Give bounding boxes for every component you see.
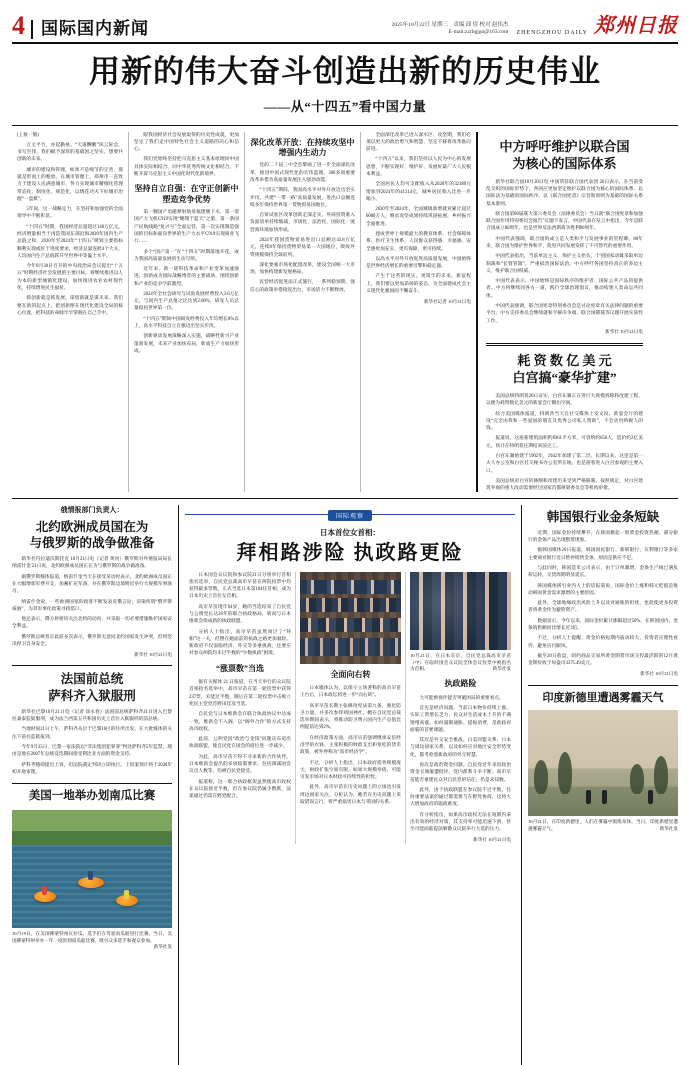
article-credit: 新华社 10月21日电 [605,328,643,334]
article-credit: 新华社记者 10月21日电 [423,299,471,305]
paragraph: 与此同时，韩国造币公司表示，由于订单激增，金条生产线已满负荷运转，交货周期明显延长。 [528,566,678,579]
masthead-meta [149,22,516,39]
paragraph: 中国代表强调，联合国宪章特别委员会是讨论宪章有关法律问题的重要平台。中方支持委员会继续就和平解决争端、联合国制裁等议题开展实质性工作。 [486,303,643,324]
paragraph: “十四五”时期，我国经济总量超过140万亿元，经济增量相当于再造我国东部沿海2020年国内生产总值之和，2020年至2024年“十四五”规划主要指标顺利实现或好于进度要求，经济总量连跨4个大关，人均国内生产总值跃升至世界中等偏上水平。 [17,224,123,259]
lead-headline-block [12,44,678,119]
paragraph: 此外，由于执政联盟在参议院不过半数，任何重要法案的通过都需要与在野党协商，这将大大增加政府的施政难度。 [410,787,512,808]
paragraph: 不过，分析人士提醒，黄金价格短期内波动较大，投资者应理性看待，避免盲目跟风。 [528,636,678,649]
japan-article-columns [185,572,515,844]
paragraph: 大可能被视作能否突破困局的重要看点。 [419,695,504,701]
editor-line: 责编 邱 煜 校对 赵伟杰 [453,21,509,28]
paragraph: 自贸试验区改革创新走深走实，外商投资准入负面清单持续缩减，市场化、法治化、国际化一流营商环境加快形成。 [250,213,355,233]
paragraph: 党的二十届三中全会擘画了进一步全面深化改革、推进中国式现代化的宏伟蓝图，300多项重要改革举措为高质量发展注入强劲动能。 [250,163,355,183]
paper-name-en: ZHENGZHOU DAILY [516,30,588,36]
photo-story-title-pumpkin: 美国一地举办划南瓜比赛 [28,790,156,803]
title-line1: 北约欧洲成员国在为 [35,519,149,534]
paragraph: 报道称，这一联合执政框架虽然使高市政权在众议院接近半数，但在参议院仍属少数派，法案通过仍需在野党配合。 [189,779,291,800]
paragraph: 产生于这些的现实，更筑牢的未来。新征程上，我们要以更加昂扬的姿态，为全面建成社会主义现代化强国而不懈奋斗。 [366,274,471,294]
caption-text: 10月21日，在日本东京，自民党总裁高市早苗（中）在临时国会众议院全体会议投票中被指名为首相。 [410,652,512,672]
lower-section [12,505,678,1065]
photo-figure [124,890,129,899]
photo-pumpkin-boat-race [12,810,172,928]
paragraph: 数据显示，今年以来，国际金价累计涨幅超过50%。在韩国国内，金条销售额同比增长近3倍。 [528,618,678,631]
paragraph: 2024年全社会研究与试验发展经费投入3.6万亿元，与国内生产总值之比达到2.68%，研发人员总量稳居世界第一位。 [134,291,239,312]
lead-column-3 [244,132,360,492]
photo-japan-parliament-2 [410,572,511,650]
paragraph: 联合国第80届联大第六委员会（法律委员会）当日就“联合国宪章和加强联合国作用特别委员会报告”议题下发言。中国代表在发言中指出，今年是联合国成立80周年，也是世界反法西斯战争胜利80周年。 [486,211,643,232]
paragraph: 万丈平台，亦起勤垒。“天道酬勤”风云际会，书写至伟，我们赋予深厚的基础国之坚实，想要共创新的未来。 [17,142,123,163]
paragraph: 中国代表表示，中国始终是国际秩序的维护者、国际公共产品的提供者。中方将继续同各方一道，践行全球治理倡议，推动构建人类命运共同体。 [486,279,643,299]
paragraph: 第一艘国产电磁弹射航母福建舰下水，第一架国产大飞机C919实现“翱翔于蓝天”之旅，第一条国产民航线路“复兴号”全面运营，第一次实现制造强国的目标和面向世界的生产力水平C919实现商业飞行…… [134,210,239,245]
paragraph: 深化要素市场化配置改革，建设全国统一大市场，加快构建新发展格局。 [250,262,355,276]
paragraph: 2024年我国货物贸易进出口总额达43.8万亿元，连续8年保持货物贸易第一大国地位，吸收外资规模保持全球前列。 [250,237,355,258]
divider [12,125,678,126]
paragraph: 以高水平对外开放促进高质量发展，中国始终是世界经济增长的重要引擎和稳定器。 [366,256,471,270]
photo-person [648,790,653,804]
paragraph: 其次是外交安全挑战。日美同盟关系、日本与周边国家关系、以及如何应对地区安全形势变化，都考验着新政府的外交智慧。 [410,738,512,758]
paragraph: 5年间，这一战略定力，在坚持和加强党的全面领导中不断彰显。 [17,207,123,220]
paragraph: 中国代表指出，当前单边主义、保护主义抬头，个别国家动辄采取单边制裁和“长臂管辖”，严重损害国际法治。中方呼吁各国坚持真正的多边主义，维护联合国权威。 [486,254,643,274]
lower-middle-column [178,505,522,1065]
lead-subheadline: ——从“十四五”看中国力量 [263,98,427,114]
photo-delhi-smog [528,710,678,816]
mid-col-1 [185,572,295,844]
subheading: 全面向右转 [330,669,371,679]
photo-credit: 新华社发 [492,666,512,672]
photo-person [586,790,591,804]
article-credit: 新华社 10月21日电 [640,671,678,677]
paragraph: 据俄罗斯媒体报道，纳雷什金当天在接受采访时表示，北约欧洲成员国正在大幅增加军费开支，加紧扩充军备，并在俄罗斯边境附近举行大规模军事演习。 [12,574,172,595]
paragraph: 此外，全球地缘政治风险上升以及对通胀的担忧，也促使更多投资者将黄金作为避险资产。 [528,601,678,614]
article-title-line2: 白宫搞“豪华扩建” [512,370,617,386]
paragraph: 有分析指出，如果高市政权无法在短期内拿出有效的经济对策，其支持率可能迅速下滑，甚至可能面临提前解散众议院举行大选的压力。 [410,812,512,833]
photo-seat-row [300,638,401,656]
paragraph: 眼我国经济社会发展取得的历史性成就，更加坚定了我们走中国特色社会主义道路的决心和信心。 [134,132,239,153]
photo-seat-row [300,598,401,612]
paragraph: 日本媒体认为，以保守立场著称的高市早苗上台后，日本政坛将进一步“向右转”。 [299,686,401,699]
paragraph: 自民党与日本维新会在联合执政协议中达成一致，维新会不入阁，以“阁外合作”的方式支持高市政权。 [189,712,291,732]
paragraph: 城市的建设和管理，如果不是细节的完善，那就是形而上的粗放。在城市管理上，郑州市一直致力于建设人民满意城市，努力实现城市精细化管理常态化、制度化、规范化，以绣花功夫下好城市治理“一盘棋”。 [17,167,123,202]
caption-text: 10月21日，在印度新德里，人们在雾霾中锻炼身体。当日，印度新德里遭遇雾霾天气。 [528,819,678,832]
paragraph: 综合美国媒体报道，特朗普当天在社交媒体上发文说，新宴会厅的建设“完全由我和一些爱国的朋友及优秀公司私人资助”，不会动用纳税人的钱。 [486,411,643,432]
article-title-nato [12,519,172,552]
lead-column-2 [128,132,244,492]
photo-caption [12,930,172,950]
section-title: 国际国内新闻 [31,20,149,39]
article-kicker: 日本首位女首相： [320,527,380,537]
divider [528,685,678,686]
paragraph: 他还表示，俄方将密切关注北约的动向，并采取一切必要措施维护国家安全利益。 [12,617,172,630]
article-title-line1: 中方呼吁维护以联合国 [499,138,630,154]
article-title-sarkozy [12,671,172,704]
paragraph: 美国总统府白宫的修缮和改建历来受到严格限制。按照规定，对白宫建筑外观的重大改动需要经过国家首都规划委员会等机构审批。 [486,478,643,492]
page-title: 用新的伟大奋斗创造出新的历史伟业 [89,54,601,89]
photo-japan-parliament [300,572,401,664]
paragraph: 俄罗斯总统普京此前多次表示，俄罗斯无意同北约国家发生冲突，但将坚决捍卫自身安全。 [12,634,172,647]
photo-tree [654,756,668,794]
photo-figure [42,886,47,895]
paragraph: 新华社符拉迪沃斯托克 10月21日电（记者 黄河）俄罗斯对外情报局局长纳雷什金 21日说，北约欧洲成员国正在为与俄罗斯的战争做准备。 [12,557,172,570]
photo-seat-row [300,618,401,632]
subheading: 深化改革开放：在持续攻坚中增强内生动力 [250,137,355,158]
article-credit: 新华社 10月21日电 [134,652,172,658]
paragraph: 近年来，新一轮科技革命和产业变革加速演进，创新成为国际战略博弈的主要战场，围绕创新和产业的竞争空前激烈。 [134,267,239,287]
paragraph: 韩国媒体援引业内人士的话报道说，国际金价上涨和韩元贬值是推动韩国黄金需求激增的主要原因。 [528,583,678,596]
paragraph: 创新驱动发展战略深入实施，战略性新兴产业蓬勃发展，未来产业加快布局，新质生产力加快形成。 [134,334,239,354]
paragraph: 高市早苗长期主张修改宪法第九条，强化防卫力量，并多次参拜靖国神社。她在自民党总裁选举期间表示，将推动防卫费占国内生产总值比例提前达到2%。 [299,703,401,731]
paragraph: 多个“国产第一”在“十四五”时期落地开花，成为我国高质量发展的生动写照。 [134,249,239,262]
photo-seat-row [300,580,401,594]
lead-column-4 [360,132,476,492]
paragraph: 再次是政治资金问题。自民党近年来因政治资金丑闻屡遭批评，党内派系斗争不断。高市早苗能否重建民众对自民党的信任，仍是未知数。 [410,762,512,783]
lead-column-1 [12,132,128,492]
paragraph: 新华社巴黎10月21日电（记者 徐永春）法国前总统萨科齐21日进入巴黎拉桑泰监狱服刑，成为法兰西第五共和国历史上首位入狱服刑的前总统。 [12,709,172,723]
paragraph: 近期，国际金价持续攀升，在韩国掀起一股黄金投资热潮，部分银行的金条产品出现断货现象。 [528,530,678,544]
paragraph: 建成世界上规模最大的教育体系、社会保障体系、医疗卫生体系，人民群众获得感、幸福感、安全感更加充实、更有保障、更可持续。 [366,232,471,252]
section-badge-wrap [185,505,515,523]
paragraph: “十四五”期间，我国高水平对外开放迈出坚实步伐，共建“一带一路”高质量发展，进出口总额连续多年保持世界第一货物贸易国地位。 [250,188,355,208]
paragraph: 高市早苗现年64岁，她的当选结束了自民党与公明党长达26年的联合执政格局，转而与日本维新会组成新的执政联盟。 [189,604,291,625]
photo-story-title-smog: 印度新德里遭遇雾霾天气 [542,691,664,704]
photo-tree [630,764,644,794]
paragraph: 首先是经济问题。当前日本物价持续上涨，实际工资增长乏力，民众对生活成本上升的不满情绪高涨。如何遏制通胀、提振消费，是新政府面临的首要课题。 [410,705,512,733]
paragraph: 日本国会众议院和参议院21日分别举行首相指名选举，自民党总裁高市早苗在两院投票中均获得最多票数，正式当选日本第104任首相，成为日本历史上首位女首相。 [189,572,291,600]
divider [12,498,678,499]
article-title-line1: 耗 资 数 亿 美 元 [517,352,612,368]
paragraph: 萨科齐随即提出上诉，但法院裁定判决立即执行。上诉案预计将于2026年初开庭审理。 [12,762,172,775]
lead-article-columns [12,132,678,492]
lower-right-column [522,505,678,1065]
mid-col-2 [295,572,405,844]
article-body-nato [12,556,172,658]
paper-name-cn: 郑州日报 [594,15,678,37]
photo-tree [558,752,572,794]
article-body-sarkozy [12,709,172,776]
photo-caption [528,819,678,833]
paragraph: 我们党始终坚持把马克思主义基本原理同中国具体实际相结合、同中华优秀传统文化相结合，不断开辟马克思主义中国化时代化新境界。 [134,157,239,178]
paragraph: 新华社联合国10月20日电 中国常驻联合国代表团 20日表示，在当前变乱交织的国际形势下，各国应更加坚定维护以联合国为核心的国际体系、以国际法为基础的国际秩序，以《联合国宪章》宗旨和原则为基础的国际关系基本准则。 [486,179,643,207]
caption-text: 10月19日，在美国佛蒙特州瓦拉瓜，选手们在驾驶南瓜船进行比赛。当日，美国佛蒙特州举办一年一度的划南瓜船比赛，吸引众多选手和观众参加。 [12,930,172,943]
title-line1: 法国前总统 [60,672,124,687]
paragraph: 据有关媒体 21 日报道，在当天举行的众议院首相指名选举中，高市早苗在第一轮投票中获得237票，未能过半数，随后在第二轮投票中击败立宪民主党党首野田佳彦当选。 [189,680,291,707]
paragraph: 不过，分析人士指出，日本政府债务规模庞大，财政扩张空间有限。如果大规模举债，可能引发市场对日本财政可持续性的担忧。 [299,760,401,781]
mid-col-3 [405,572,515,844]
paragraph: 截至20日收盘，纽约商品交易所黄金期货市场交投最活跃的12月黄金期价收于每盎司4375.49美元。 [528,653,678,667]
subheading: “涨票数”当选 [215,663,264,673]
article-title-line2: 为核心的国际体系 [512,156,617,172]
right-rail [476,132,648,492]
title-line2: 萨科齐入狱服刑 [48,688,136,703]
email-line: E-mail:zzrbgjgn@163.com [448,29,509,36]
article-title-japan-pm: 拜相路涉险 执政路更险 [236,541,464,564]
divider [486,343,643,346]
paragraph: 当地时间21日上午，萨科齐从位于巴黎16区的住所出发，在大批媒体的关注下前往监狱报到。 [12,727,172,740]
status-badge: 国际观察 [328,510,372,521]
paragraph: 此外，高市早苗在历史问题上的立场也引发周边国家关注。分析认为，她若在历史问题上采取错误言行，将严重损害日本与邻国的关系。 [299,785,401,805]
photo-credit: 新华社发 [659,826,678,832]
publish-date: 2025年10月22日 星期三 [391,21,449,28]
photo-caption [410,653,511,674]
paragraph: 民营经济促进法正式施行，一系列稳预期、强信心的政策举措接连出台，市场活力不断释放。 [250,280,355,293]
paragraph: 分析人士指出，高市早苗虽然闯过了“拜相”这一关，但摆在她面前的执政之路更加艰险。新政府不仅面临经济、外交等多重挑战，还要应对参众两院均未过半数的“少数执政”困境。 [189,629,291,657]
article-kicker: 俄情报部门负责人： [60,505,124,514]
divider [12,783,172,784]
paragraph: 今年9月25日，巴黎一家法院以“非法集团犯罪罪”判处萨科齐5年监禁，理由是他在2007年总统竞选期间接受利比亚方面的资金支持。 [12,744,172,758]
paragraph: 2020年至2024年，全国城镇新增就业累计超过6000万人，脱贫攻坚成果持续巩固拓展，乡村振兴全面推进。 [366,207,471,227]
paragraph: 报道说，这座新建筑面积约8361平方米，可容纳约650人，造价约2亿美元，预计在特朗普任期结束前完工。 [486,436,643,449]
paragraph: 全国居民人均可支配收入从2020年的32189元增加到2024年的41314元，城乡居民收入比进一步缩小。 [366,182,471,202]
paragraph: 今年8月30日召开的中央政治局会议提出“十五五”时期经济社会发展的主要目标。将继续推进以人为本的新型城镇化建设，加快推进农业农村现代化，持续增进民生福祉。 [17,264,123,291]
continuation-tag: (上接一版) [17,132,39,138]
paragraph: 白宫东翼始建于1902年，1942年加建了第二层。长期以来，这里是第一夫人办公室和白宫社交秘书办公室所在地，也是游客进入白宫参观的主要入口。 [486,453,643,474]
subheading: 坚持自立自强：在守正创新中塑造竞争优势 [134,184,239,204]
divider [12,665,172,666]
article-title-korea-gold: 韩国银行业金条短缺 [546,509,660,524]
photo-credit: 新华社发 [153,944,172,950]
paragraph: 纳雷什金说，一些欧洲国家的政客不断发表反俄言论，渲染所谓“俄罗斯威胁”，为其军事化政策寻找借口。 [12,599,172,612]
subheading: 执政路险 [444,679,477,689]
paragraph: “十四五”期间中国研发经费投入年均增长8%以上，高水平科技自立自强迈出坚实步伐。 [134,316,239,330]
photo-tree [534,760,548,794]
article-body-korea-gold [528,530,678,678]
page-number: 4 [12,11,25,40]
paragraph: 此前，公明党因“政治与金钱”问题宣布退出执政联盟，使自民党在国会的席位进一步减少。 [189,737,291,750]
paragraph: 美国总统特朗普20日证实，白宫东翼正在进行大规模拆除和改建工程，以便为耗资数亿美元的新宴会厅腾出空间。 [486,394,643,407]
article-title-whitehouse [486,352,643,387]
article-title-un [486,138,643,173]
lower-left-column [12,505,178,1065]
masthead [12,10,678,44]
paragraph: 全面深化改革已进入深水区、攻坚期，我们必须以更大的政治勇气和智慧，坚定不移将改革推向前进。 [366,132,471,153]
paragraph: 为此，高市早苗不得不寻求新的合作伙伴。日本维新会提出的多项政策要求，包括削减国会议员人数等，均被自民党接受。 [189,754,291,775]
paragraph: “十四五”以来，我们坚持以人民为中心的发展思想，不断实现好、维护好、发展好最广大人民根本利益。 [366,157,471,178]
article-credit: 新华社 10月21日电 [473,837,512,843]
paragraph: 抓创新就是抓发展，谋创新就是谋未来。我们要在新的起点上，把创新摆在现代化建设全局的核心位置，把科技的命脉牢牢掌握在自己手中。 [17,296,123,316]
paragraph: 据韩国媒体20日报道，韩国国民银行、新韩银行、友利银行等多家主要商业银行近日暂停销售金条，原因是供应不足。 [528,548,678,561]
title-line2: 与俄罗斯的战争做准备 [29,535,155,550]
paragraph: 中国代表强调，联合国的成立是人类和平与发展事业的里程碑。80年来，联合国为维护世界和平、促进共同发展发挥了不可替代的重要作用。 [486,236,643,249]
paragraph: 在经济政策方面，高市早苗强调继承安倍经济学的衣钵，主张积极的财政支出和宽松的货币政策，被外界称为“高市经济学”。 [299,735,401,756]
photo-figure [88,871,93,880]
photo-person [602,790,607,804]
